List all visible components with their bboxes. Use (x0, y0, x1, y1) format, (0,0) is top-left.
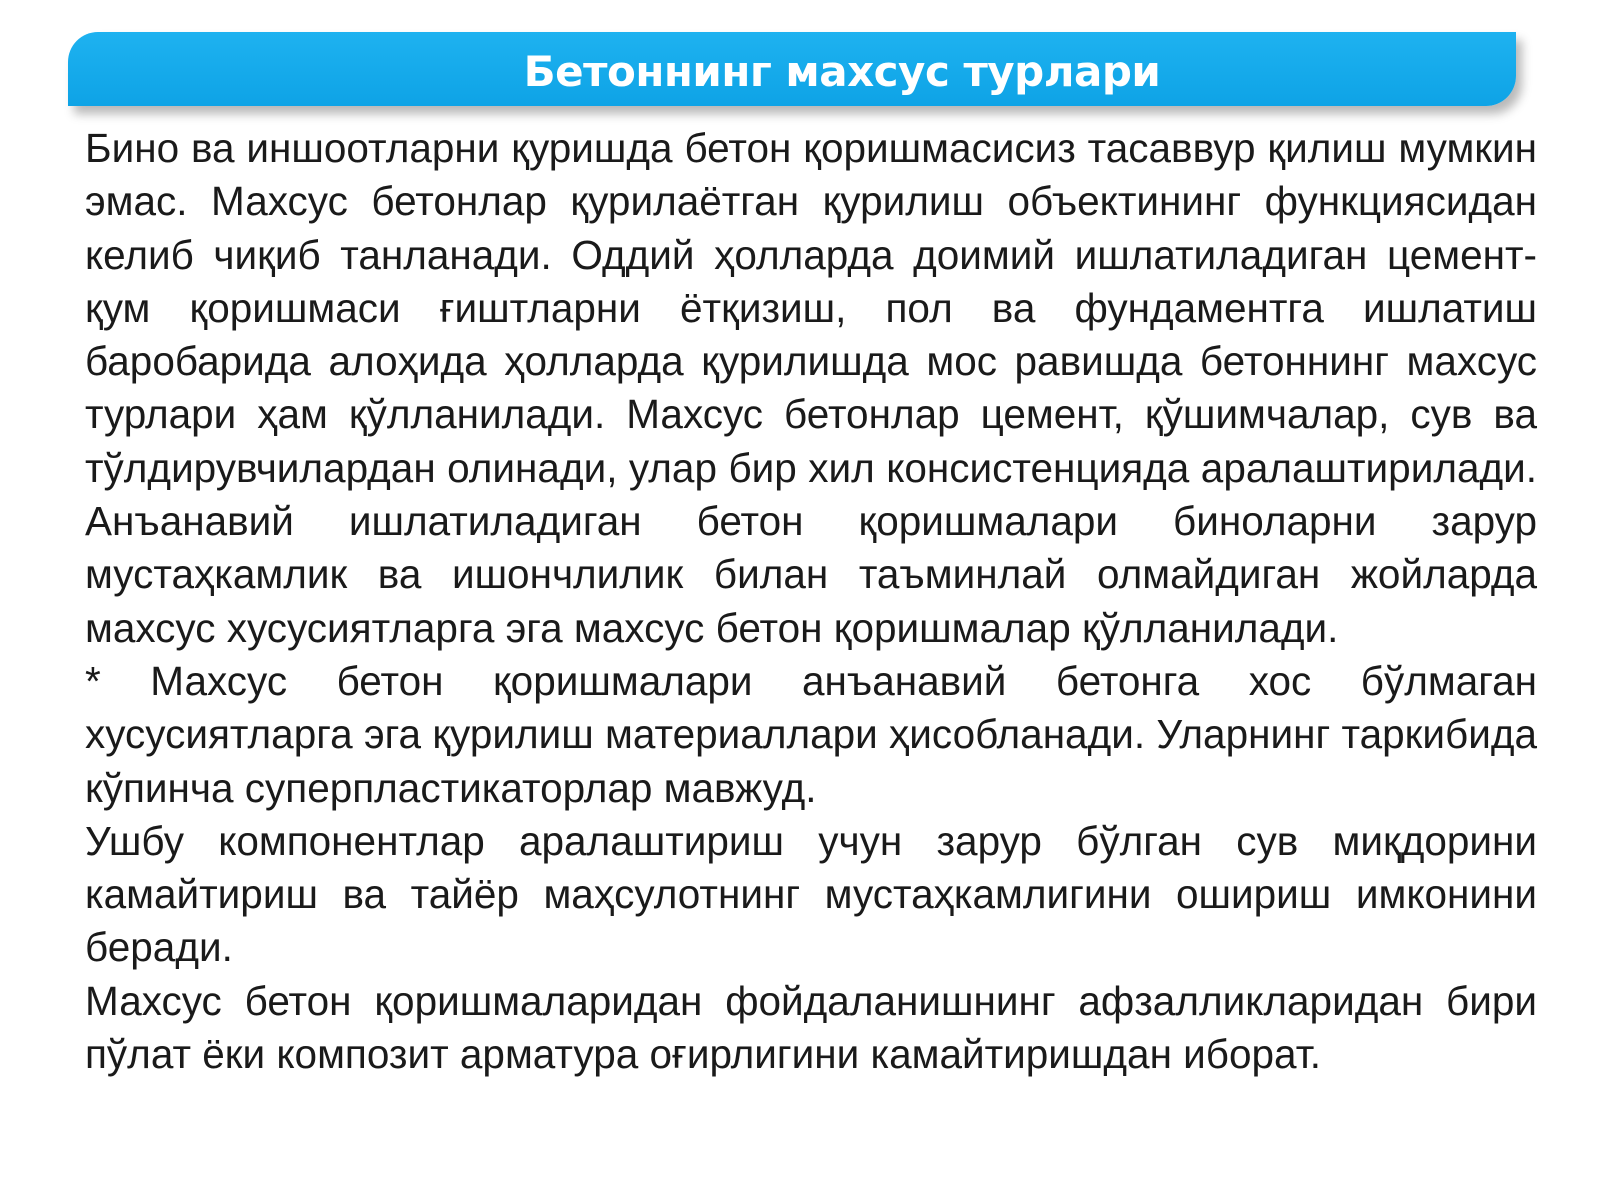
slide-title: Бетоннинг махсус турлари (523, 47, 1161, 96)
paragraph-components: Ушбу компонентлар аралаштириш учун зарур бўлган сув миқдорини камайтириш ва тайёр маҳсулотнинг мустаҳкамлигини ошириш имконини беради. (85, 817, 1537, 971)
paragraph-note: * Махсус бетон қоришмалари анъанавий бетонга хос бўлмаган хусусиятларга эга қурилиш материаллари ҳисобланади. Уларнинг таркибида кўпинча суперпластикаторлар мавжуд. (85, 657, 1537, 811)
title-banner (68, 32, 1516, 106)
paragraph-intro: Бино ва иншоотларни қуришда бетон қоришмасисиз тасаввур қилиш мумкин эмас. Махсус бетонлар қурилаётган қурилиш объектининг функциясидан келиб чиқиб танланади. Оддий ҳолларда доимий ишлатиладиган цемент-қум қоришмаси ғиштларни ётқизиш, пол ва фундаментга ишлатиш баробарида алоҳида ҳолларда қурилишда мос равишда бетоннинг махсус турлари ҳам қўлланилади. Махсус бетонлар цемент, қўшимчалар, сув ва тўлдирувчилардан олинади, улар бир хил консистенцияда аралаштирилади. Анъанавий ишлатиладиган бетон қоришмалари биноларни зарур мустаҳкамлик ва ишончлилик билан таъминлай олмайдиган жойларда махсус хусусиятларга эга махсус бетон қоришмалар қўлланилади. (85, 125, 1537, 651)
body-text (85, 122, 1537, 1081)
paragraph-advantages: Махсус бетон қоришмаларидан фойдаланишнинг афзалликларидан бири пўлат ёки композит арматура оғирлигини камайтиришдан иборат. (85, 977, 1537, 1078)
